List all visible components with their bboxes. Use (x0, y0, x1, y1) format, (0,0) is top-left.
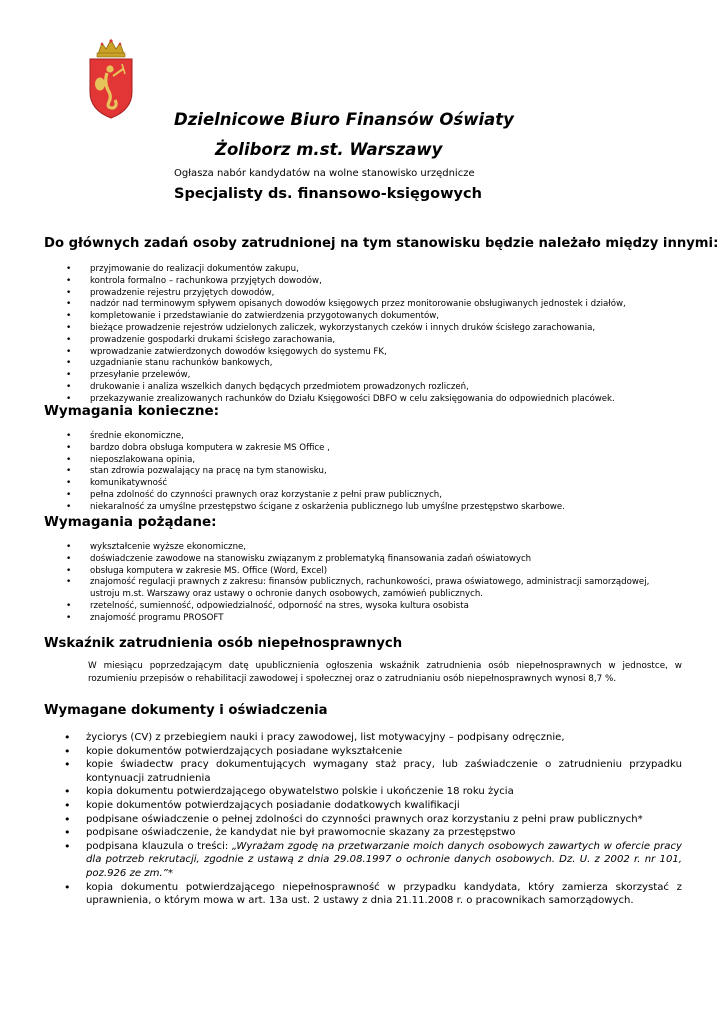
organization-name: Dzielnicowe Biuro Finansów Oświaty (174, 110, 514, 129)
list-item: • kontrola formalno – rachunkowa przyjętych dowodów, (0, 276, 650, 288)
documents-heading: Wymagane dokumenty i oświadczenia (44, 703, 328, 718)
preferred-heading: Wymagania pożądane: (44, 514, 217, 530)
list-item: • kompletowanie i przedstawianie do zatwierdzenia przygotowanych dokumentów, (0, 311, 650, 323)
disability-text: W miesiącu poprzedzającym datę upublicznienia ogłoszenia wskaźnik zatrudnienia osób niepełnosprawnych w jednostce, w rozumieniu przepisów o rehabilitacji zawodowej i społecznej oraz o zatrudnianiu osób niepełnosprawnych wynosi 8,7 %. (88, 661, 682, 684)
list-item: • przekazywanie zrealizowanych rachunków do Działu Księgowości DBFO w celu zaksięgowania do odpowiednich placówek. (0, 394, 650, 406)
list-item: • prowadzenie rejestru przyjętych dowodów, (0, 288, 650, 300)
list-item: • stan zdrowia pozwalający na pracę na tym stanowisku, (0, 466, 650, 478)
list-item: • podpisane oświadczenie, że kandydat nie był prawomocnie skazany za przestępstwo (0, 826, 682, 840)
list-item: • doświadczenie zawodowe na stanowisku związanym z problematyką finansowania zadań oświatowych (0, 554, 650, 566)
list-item: • drukowanie i analiza wszelkich danych będących przedmiotem prowadzonych rozliczeń, (0, 382, 650, 394)
organization-location: Żoliborz m.st. Warszawy (215, 140, 443, 159)
required-list (0, 431, 650, 514)
list-item: • podpisane oświadczenie o pełnej zdolności do czynności prawnych oraz korzystaniu z pełni praw publicznych* (0, 813, 682, 827)
list-item: • nieposzlakowana opinia, (0, 455, 650, 467)
list-item: • kopia dokumentu potwierdzającego obywatelstwo polskie i ukończenie 18 roku życia (0, 785, 682, 799)
list-item: • średnie ekonomiczne, (0, 431, 650, 443)
list-item: • obsługa komputera w zakresie MS. Office (Word, Excel) (0, 566, 650, 578)
clause-text: „Wyrażam zgodę na przetwarzanie moich danych osobowych zawartych w ofercie pracy dla potrzeb rekrutacji, zgodnie z ustawą z dnia 29.08.1997 o ochronie danych osobowych. Dz. U. z 2002 r. nr 101, poz.926 ze zm.”* (86, 840, 682, 879)
required-heading: Wymagania konieczne: (44, 403, 219, 419)
list-item: • znajomość regulacji prawnych z zakresu: finansów publicznych, rachunkowości, prawa oświatowego, administracji samorządowej, ustroju m.st. Warszawy oraz ustawy o ochronie danych osobowych, zamówień publicznych. (0, 577, 680, 601)
position-title: Specjalisty ds. finansowo-księgowych (174, 186, 482, 202)
list-item: • wykształcenie wyższe ekonomiczne, (0, 542, 650, 554)
list-item: • kopia dokumentu potwierdzającego niepełnosprawność w przypadku kandydata, który zamierza skorzystać z uprawnienia, o którym mowa w art. 13a ust. 2 ustawy z dnia 21.11.2008 r. o pracownikach samorządowych. (0, 881, 682, 908)
list-item: • prowadzenie gospodarki drukami ścisłego zarachowania, (0, 335, 650, 347)
list-item: • życiorys (CV) z przebiegiem nauki i pracy zawodowej, list motywacyjny – podpisany odręcznie, (0, 731, 682, 745)
list-item: • kopie dokumentów potwierdzających posiadane wykształcenie (0, 745, 682, 759)
documents-list (0, 731, 682, 908)
list-item: • rzetelność, sumienność, odpowiedzialność, odporność na stres, wysoka kultura osobista (0, 601, 650, 613)
clause-prefix: podpisana klauzula o treści: (86, 840, 232, 852)
list-item: • kopie świadectw pracy dokumentujących wymagany staż pracy, lub zaświadczenie o zatrudnieniu przypadku kontynuacji zatrudnienia (0, 758, 682, 785)
list-item: • uzgadnianie stanu rachunków bankowych, (0, 358, 650, 370)
list-item: • bardzo dobra obsługa komputera w zakresie MS Office , (0, 443, 650, 455)
disability-heading: Wskaźnik zatrudnienia osób niepełnosprawnych (44, 636, 403, 651)
warsaw-coat-of-arms-icon (82, 38, 140, 120)
list-item: • przesyłanie przelewów, (0, 370, 650, 382)
list-item: • komunikatywność (0, 478, 650, 490)
list-item: • znajomość programu PROSOFT (0, 613, 650, 625)
list-item: • bieżące prowadzenie rejestrów udzielonych zaliczek, wykorzystanych czeków i innych druków ścisłego zarachowania, (0, 323, 650, 335)
list-item: • kopie dokumentów potwierdzających posiadanie dodatkowych kwalifikacji (0, 799, 682, 813)
announcement-text: Ogłasza nabór kandydatów na wolne stanowisko urzędnicze (174, 168, 475, 179)
list-item: • nadzór nad terminowym spływem opisanych dowodów księgowych przez monitorowanie obsługiwanych jednostek i działów, (0, 299, 650, 311)
preferred-list (0, 542, 680, 625)
list-item: • niekaralność za umyślne przestępstwo ścigane z oskarżenia publicznego lub umyślne przestępstwo skarbowe. (0, 502, 650, 514)
list-item: • pełna zdolność do czynności prawnych oraz korzystanie z pełni praw publicznych, (0, 490, 650, 502)
list-item: • przyjmowanie do realizacji dokumentów zakupu, (0, 264, 650, 276)
list-item: • wprowadzanie zatwierdzonych dowodów księgowych do systemu FK, (0, 347, 650, 359)
tasks-heading: Do głównych zadań osoby zatrudnionej na tym stanowisku będzie należało między innymi: (44, 236, 719, 251)
tasks-list (0, 264, 650, 406)
list-item-clause (0, 840, 682, 881)
